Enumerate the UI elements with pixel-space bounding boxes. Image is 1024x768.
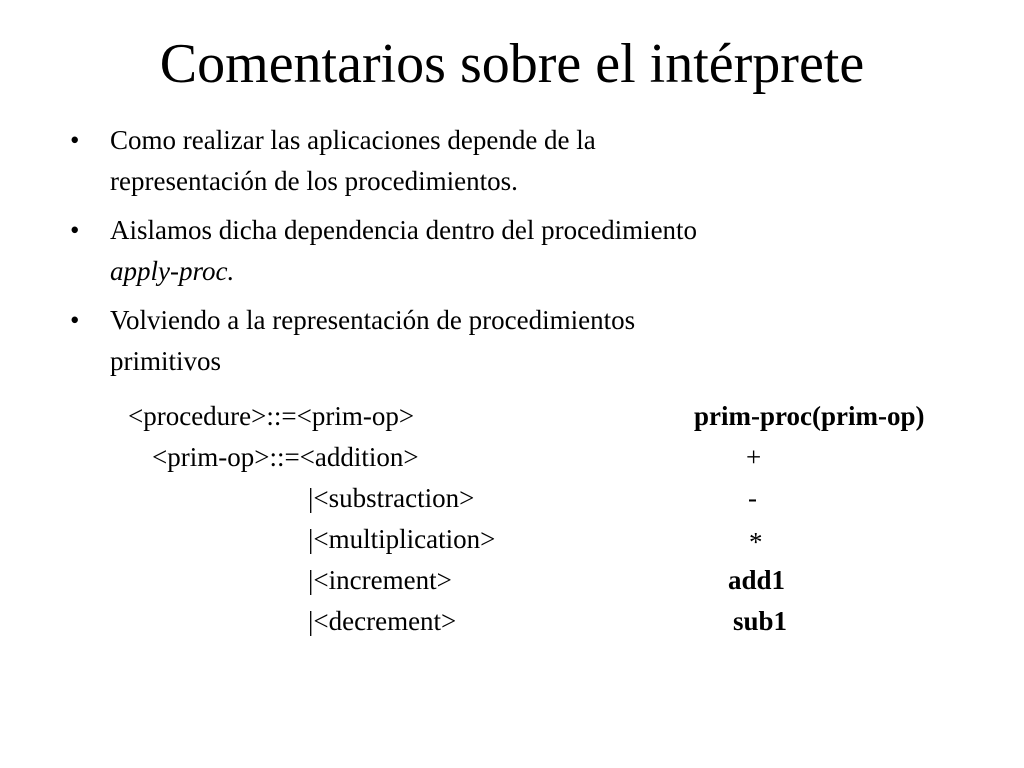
grammar-rule-increment: |<increment>	[308, 565, 452, 595]
bullet-marker: •	[70, 305, 80, 335]
grammar-impl-increment: add1	[728, 565, 786, 595]
grammar-rule-addition: <prim-op>::=<addition>	[152, 442, 419, 472]
grammar-rule-decrement: |<decrement>	[308, 606, 457, 636]
grammar-impl-decrement: sub1	[733, 606, 788, 636]
grammar-impl-substraction: -	[748, 483, 757, 513]
grammar-impl-addition: +	[746, 442, 762, 472]
bullet-2-line-1: Aislamos dicha dependencia dentro del procedimiento	[110, 215, 698, 245]
bullet-item-2	[70, 210, 870, 292]
bullet-item-3	[70, 300, 870, 382]
bullet-3-line-2: primitivos	[110, 346, 222, 376]
bullet-1-line-2: representación de los procedimientos.	[110, 166, 518, 196]
bullet-1-line-1: Como realizar las aplicaciones depende de la	[110, 125, 596, 155]
slide-title: Comentarios sobre el intérprete	[159, 33, 865, 95]
grammar-impl-multiplication: *	[749, 527, 763, 557]
bullet-2-line-2-procedure-name: apply-proc.	[110, 256, 235, 286]
bullet-marker: •	[70, 215, 80, 245]
bullet-list	[70, 120, 870, 390]
grammar-rule-procedure: <procedure>::=<prim-op>	[128, 401, 415, 431]
bullet-3-line-1: Volviendo a la representación de procedimientos	[110, 305, 636, 335]
bullet-marker: •	[70, 125, 80, 155]
bullet-item-1	[70, 120, 870, 202]
grammar-rule-substraction: |<substraction>	[308, 483, 475, 513]
grammar-impl-procedure: prim-proc(prim-op)	[694, 401, 925, 431]
grammar-rule-multiplication: |<multiplication>	[308, 524, 496, 554]
